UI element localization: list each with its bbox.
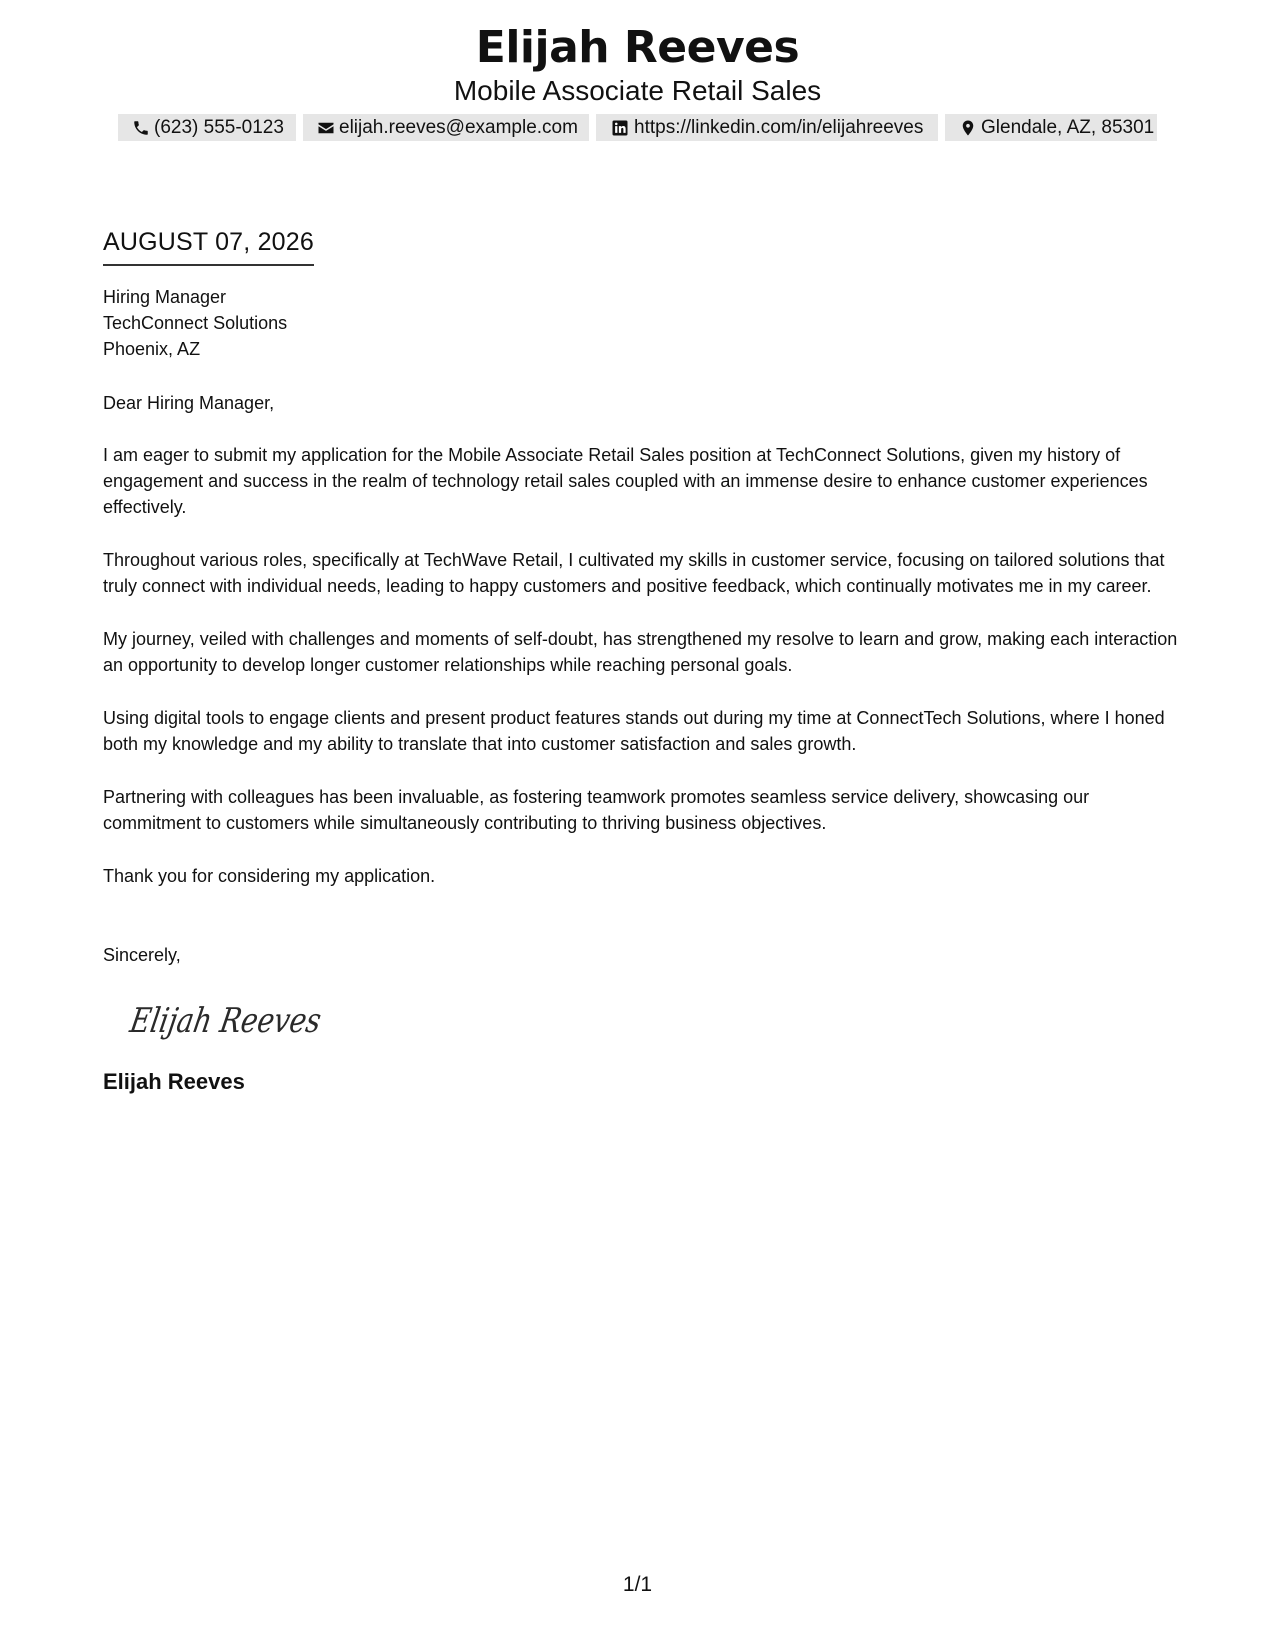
recipient-block bbox=[103, 284, 1183, 362]
paragraph: Thank you for considering my application. bbox=[103, 866, 436, 886]
map-pin-icon bbox=[959, 118, 977, 138]
svg-text:Elijah Reeves: Elijah Reeves bbox=[127, 1001, 367, 1041]
contact-bar bbox=[0, 114, 1275, 141]
contact-linkedin bbox=[596, 114, 938, 141]
signer-name: Elijah Reeves bbox=[103, 1069, 245, 1094]
page-number: 1/1 bbox=[622, 1573, 653, 1596]
paragraph: Throughout various roles, specifically at TechWave Retail, I cultivated my skills in customer service, focusing on tailored solutions that truly connect with individual needs, leading to happy customers and positive feedback, which continually motivates me in my career. bbox=[103, 550, 1165, 596]
applicant-name: Elijah Reeves bbox=[475, 22, 800, 73]
applicant-role: Mobile Associate Retail Sales bbox=[453, 75, 822, 106]
recipient-location: Phoenix, AZ bbox=[103, 339, 201, 359]
paragraph: I am eager to submit my application for the Mobile Associate Retail Sales position at TechConnect Solutions, given my history of engagement and success in the realm of technology retail sales coupled with an immense desire to enhance customer experiences effectively. bbox=[103, 445, 1148, 517]
contact-linkedin-text: https://linkedin.com/in/elijahreeves bbox=[634, 116, 924, 138]
letter-body bbox=[103, 222, 1183, 1096]
linkedin-icon bbox=[610, 118, 630, 138]
contact-phone bbox=[118, 114, 296, 141]
contact-location-text: Glendale, AZ, 85301 bbox=[981, 116, 1155, 138]
handwritten-signature bbox=[127, 996, 367, 1046]
paragraph: Using digital tools to engage clients and present product features stands out during my time at ConnectTech Solutions, where I honed both my knowledge and my ability to translate that into customer satisfaction and sales growth. bbox=[103, 708, 1165, 754]
salutation: Dear Hiring Manager, bbox=[103, 393, 275, 413]
contact-email bbox=[303, 114, 589, 141]
recipient-title: Hiring Manager bbox=[103, 287, 227, 307]
contact-location bbox=[945, 114, 1157, 141]
recipient-company: TechConnect Solutions bbox=[103, 313, 288, 333]
closing: Sincerely, bbox=[103, 945, 181, 965]
letter-date: AUGUST 07, 2026 bbox=[103, 222, 314, 266]
phone-icon bbox=[132, 118, 150, 138]
paragraph: My journey, veiled with challenges and moments of self-doubt, has strengthened my resolve to learn and grow, making each interaction an opportunity to develop longer customer relationships while reaching personal goals. bbox=[103, 629, 1178, 675]
paragraph: Partnering with colleagues has been invaluable, as fostering teamwork promotes seamless service delivery, showcasing our commitment to customers while simultaneously contributing to thriving business objectives. bbox=[103, 787, 1090, 833]
envelope-icon bbox=[317, 118, 335, 138]
letter-header bbox=[0, 22, 1275, 108]
contact-phone-text: (623) 555-0123 bbox=[154, 116, 284, 138]
contact-email-text: elijah.reeves@example.com bbox=[339, 116, 578, 138]
